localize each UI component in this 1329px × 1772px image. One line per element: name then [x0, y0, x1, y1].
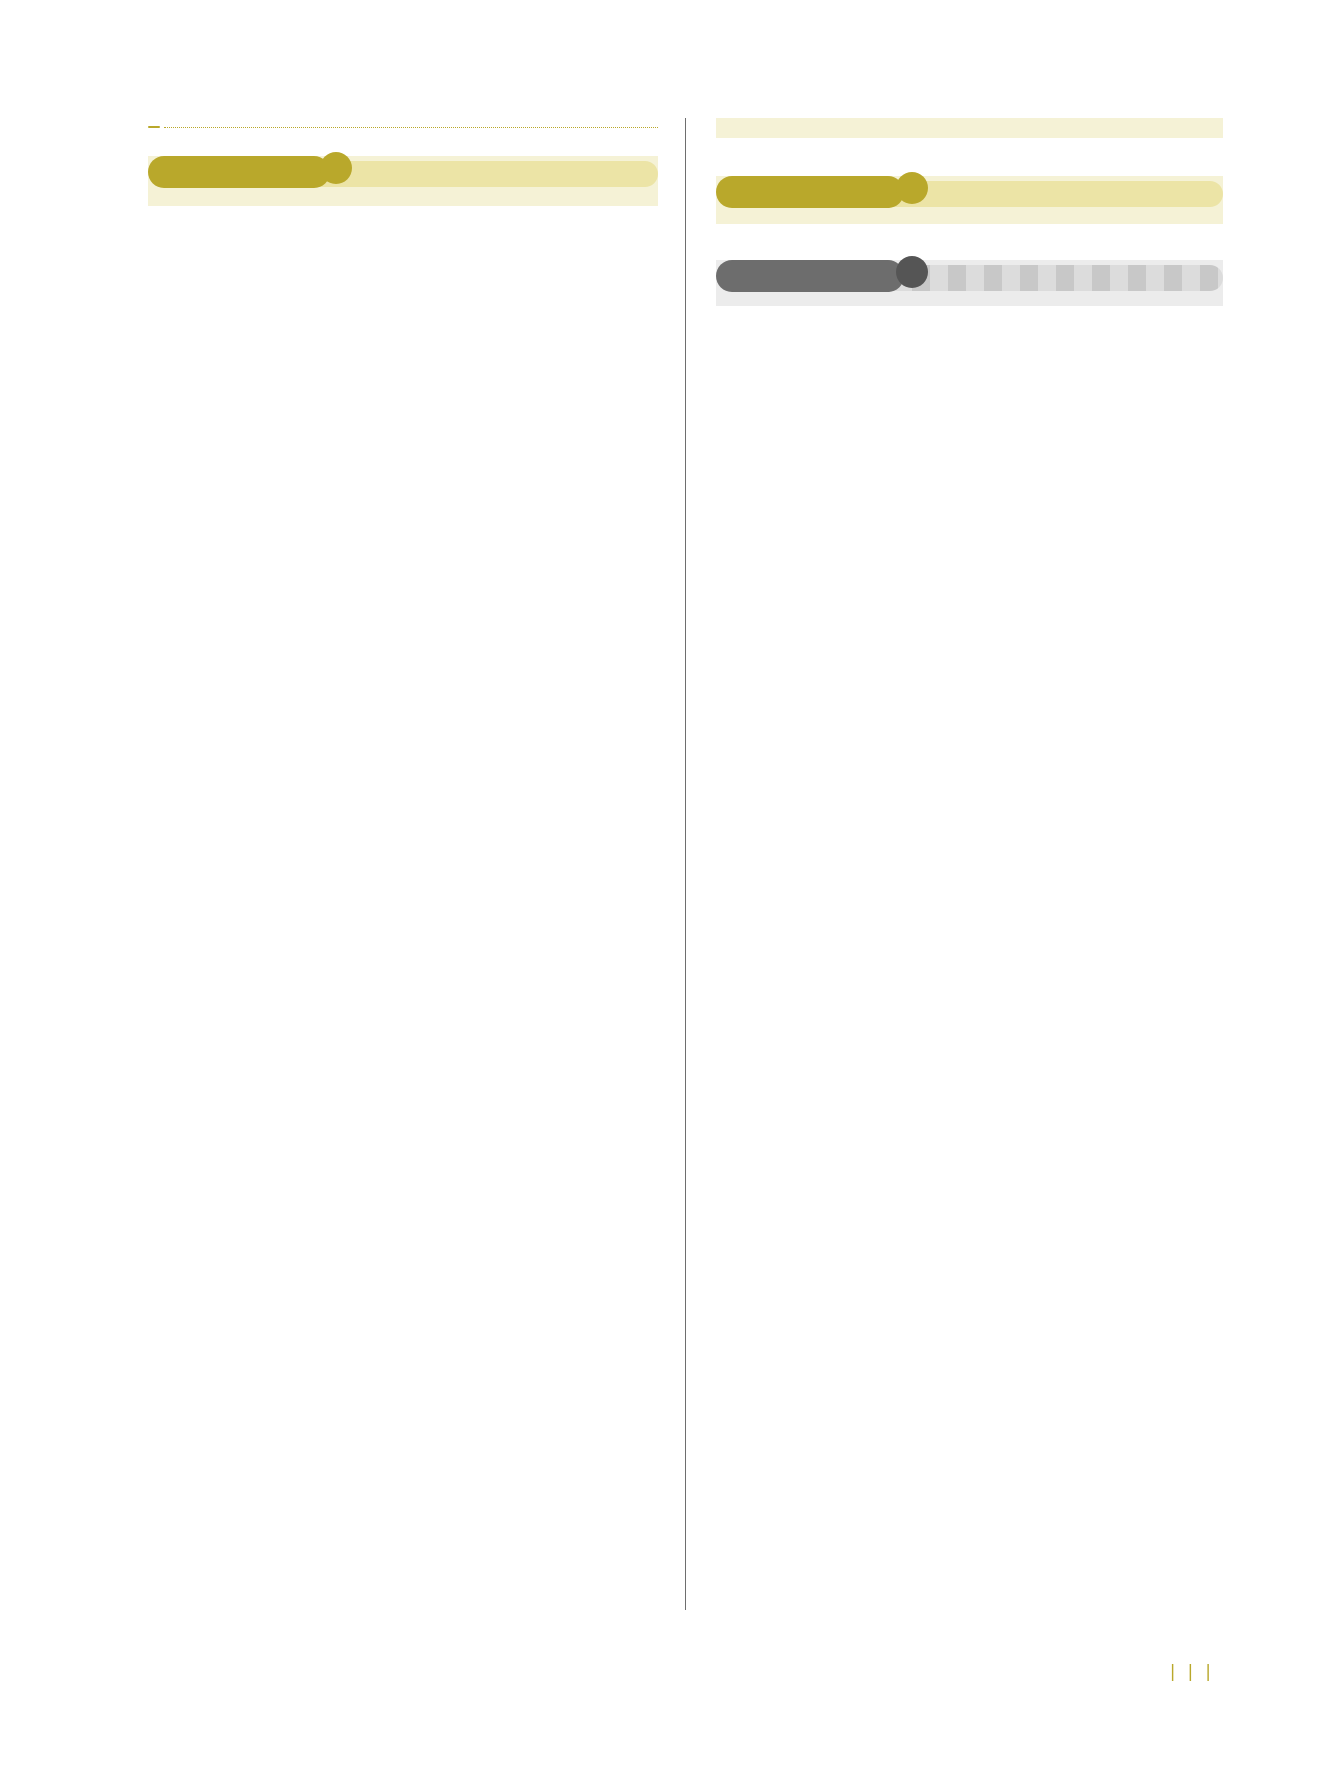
textbook-etc-box [716, 176, 1223, 224]
box-banner [716, 176, 1223, 210]
box-title [716, 176, 904, 208]
textbook-body-box-continued [716, 118, 1223, 138]
banner-bar [876, 265, 1223, 291]
box-banner [716, 260, 1223, 294]
skill-answers [716, 294, 1223, 298]
answers-a [148, 190, 658, 196]
column-divider [685, 118, 686, 1610]
banner-circle [320, 152, 352, 184]
banner-bar [876, 181, 1223, 207]
skill-box [716, 260, 1223, 306]
banner-circle [896, 172, 928, 204]
dotted-divider [164, 127, 658, 128]
section-pill [148, 126, 160, 128]
left-column [148, 110, 658, 206]
section-label-descriptive [148, 116, 658, 138]
box-banner [148, 156, 658, 190]
banner-bar [298, 161, 658, 187]
box-title [148, 156, 330, 188]
box-title [716, 260, 904, 292]
etc-answers [716, 210, 1223, 218]
right-column [716, 118, 1223, 320]
page-footer: | | | [1169, 1662, 1211, 1682]
textbook-body-box [148, 156, 658, 206]
banner-circle [896, 256, 928, 288]
